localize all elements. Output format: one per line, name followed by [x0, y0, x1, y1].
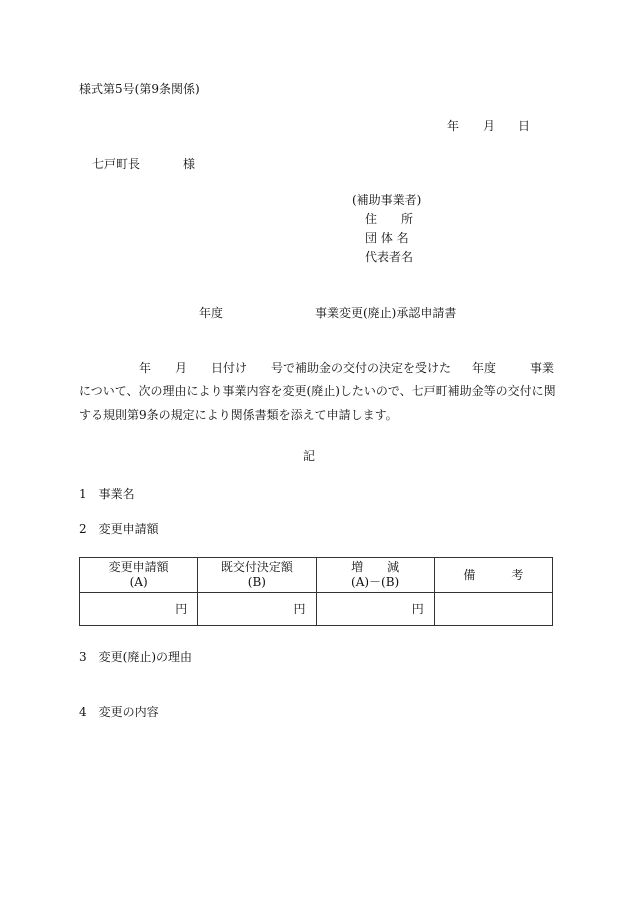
change-amount-cell[interactable]: 円 — [80, 593, 198, 626]
form-number: 様式第5号(第9条関係) — [79, 82, 200, 96]
body-line1-segment: 年 — [139, 361, 152, 375]
item-3-heading: 3 変更(廃止)の理由 — [79, 650, 192, 664]
body-line-1 — [79, 358, 553, 378]
body-line-2: について、次の理由により事業内容を変更(廃止)したいので、七戸町補助金等の交付に関 — [79, 384, 556, 398]
addressee-name: 七戸町長 — [92, 157, 141, 171]
title-fiscal-year: 年度 — [199, 306, 224, 320]
body-line1-segment: 月 — [175, 361, 188, 375]
date-year-label: 年 — [447, 119, 460, 133]
decided-amount-cell[interactable]: 円 — [198, 593, 316, 626]
body-line1-segment: 号で補助金の交付の決定を受けた — [271, 361, 452, 375]
body-line1-segment: 年度 — [472, 361, 497, 375]
header-change-amount: 変更申請額 (A) — [80, 558, 198, 593]
remarks-cell[interactable] — [434, 593, 552, 626]
date-day-label: 日 — [518, 119, 531, 133]
table-header-row — [80, 558, 553, 593]
amount-table — [79, 557, 553, 626]
addressee-honorific: 様 — [183, 157, 196, 171]
header-remarks: 備 考 — [434, 558, 552, 593]
ki-heading: 記 — [303, 449, 316, 463]
item-2-heading: 2 変更申請額 — [79, 522, 159, 536]
applicant-heading: (補助事業者) — [352, 193, 422, 207]
body-line1-segment: 事業 — [530, 361, 555, 375]
date-month-label: 月 — [483, 119, 496, 133]
header-difference: 増 減 (A)－(B) — [316, 558, 434, 593]
body-line1-segment: 日付け — [211, 361, 248, 375]
applicant-representative-label: 代表者名 — [365, 250, 414, 264]
applicant-address-label: 住 所 — [365, 212, 414, 226]
page-title: 事業変更(廃止)承認申請書 — [315, 306, 457, 320]
header-decided-amount: 既交付決定額 (B) — [198, 558, 316, 593]
item-1-heading: 1 事業名 — [79, 487, 135, 501]
table-row — [80, 593, 553, 626]
difference-cell[interactable]: 円 — [316, 593, 434, 626]
body-paragraph — [79, 379, 556, 427]
item-4-heading: 4 変更の内容 — [79, 705, 159, 719]
applicant-organization-label: 団 体 名 — [365, 231, 409, 245]
body-line-3: する規則第9条の規定により関係書類を添えて申請します。 — [79, 408, 398, 422]
